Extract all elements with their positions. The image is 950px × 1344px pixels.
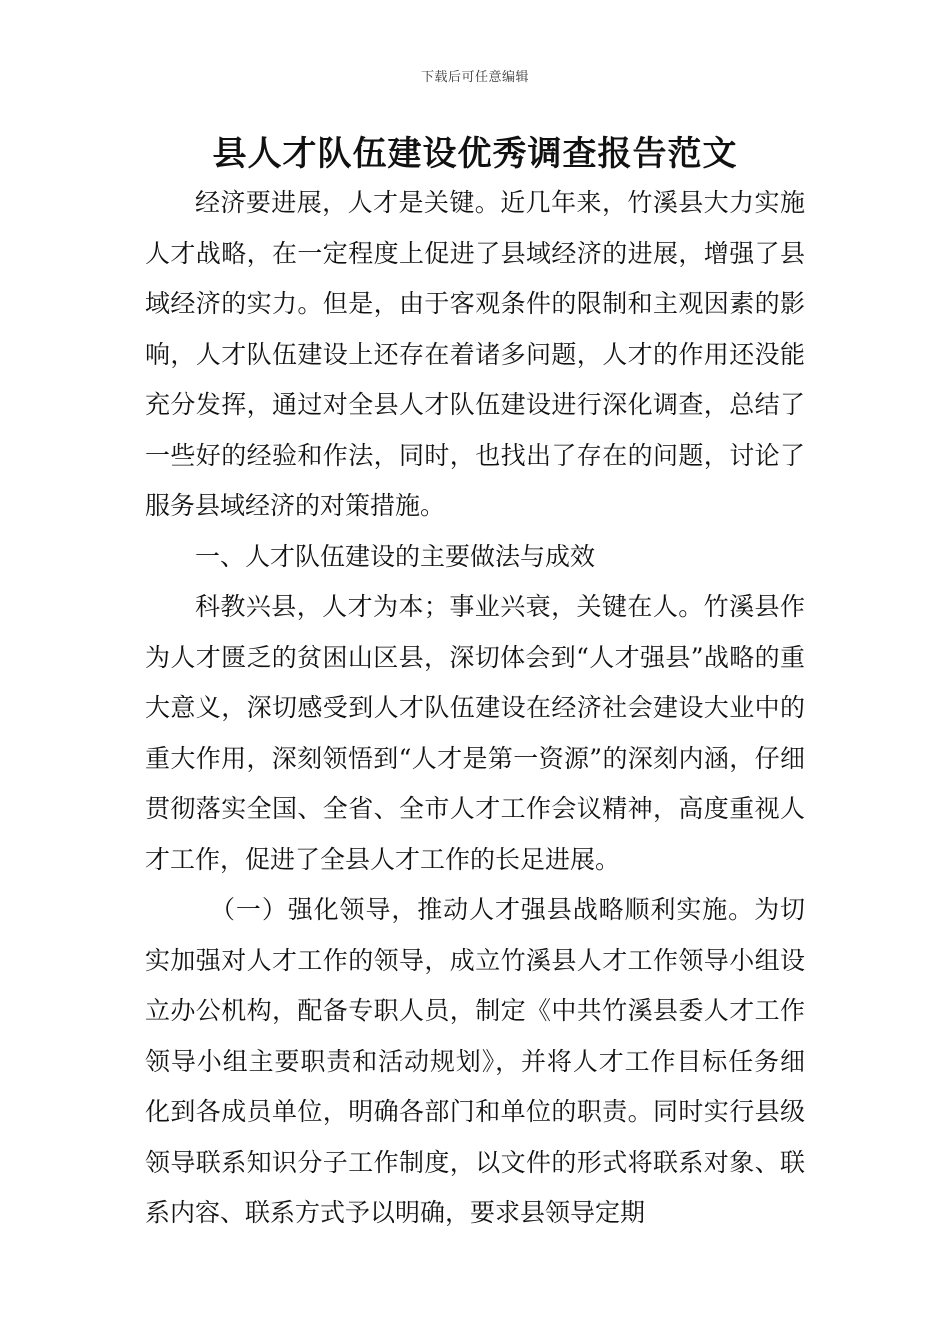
document-title: 县人才队伍建设优秀调查报告范文	[212, 134, 738, 174]
header-note: 下载后可任意编辑	[420, 70, 529, 85]
document-body	[145, 178, 805, 1239]
paragraph-subsection-1: （一）强化领导，推动人才强县战略顺利实施。为切实加强对人才工作的领导，成立竹溪县人才工作领导小组设立办公机构，配备专职人员，制定《中共竹溪县委人才工作领导小组主要职责和活动规划》，并将人才工作目标任务细化到各成员单位，明确各部门和单位的职责。同时实行县级领导联系知识分子工作制度，以文件的形式将联系对象、联系内容、联系方式予以明确，要求县领导定期	[145, 895, 805, 1227]
paragraph-section-1: 科教兴县，人才为本；事业兴衰，关键在人。竹溪县作为人才匮乏的贫困山区县，深切体会到“人才强县”战略的重大意义，深切感受到人才队伍建设在经济社会建设大业中的重大作用，深刻领悟到“人才是第一资源”的深刻内涵，仔细贯彻落实全国、全省、全市人才工作会议精神，高度重视人才工作，促进了全县人才工作的长足进展。	[145, 592, 805, 874]
section-heading: 一、人才队伍建设的主要做法与成效	[195, 541, 596, 571]
paragraph-intro: 经济要进展，人才是关键。近几年来，竹溪县大力实施人才战略，在一定程度上促进了县域经济的进展，增强了县域经济的实力。但是，由于客观条件的限制和主观因素的影响，人才队伍建设上还存在着诸多问题，人才的作用还没能充分发挥，通过对全县人才队伍建设进行深化调查，总结了一些好的经验和作法，同时，也找出了存在的问题，讨论了服务县域经济的对策措施。	[145, 188, 805, 520]
